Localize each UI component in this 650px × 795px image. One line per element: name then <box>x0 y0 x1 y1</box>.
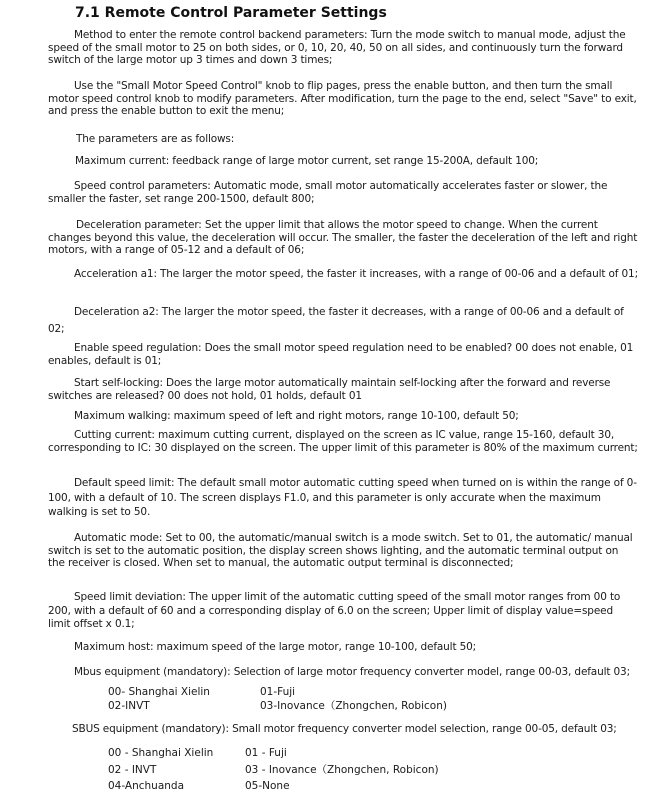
paragraph-mbus <box>48 666 638 679</box>
paragraph-automatic-mode <box>48 532 638 570</box>
paragraph-sbus <box>72 723 642 736</box>
paragraph-speed-control <box>48 180 638 205</box>
paragraph-self-locking <box>48 377 638 402</box>
paragraph-text: reverse switches are released? 00 does not hold, 01 holds, default 01 <box>48 377 611 402</box>
section-title: 7.1 Remote Control Parameter Settings <box>75 5 387 21</box>
list-item: 04-Anchuanda <box>108 780 185 792</box>
paragraph-text: to 200, with a default of 60 and a corresponding display of 6.0 on the screen; Upper limit of display value=speed limit offset x 0.1; <box>48 591 621 630</box>
paragraph-line: Maximum walking: maximum speed of left and right motors, range 10-100, default 50; <box>74 410 519 422</box>
paragraph-line: Deceleration parameter: Set the upper limit that allows the motor speed to change. When the current <box>76 219 598 231</box>
list-item: 01 - Fuji <box>245 747 287 759</box>
paragraph-line: Acceleration a1: The larger the motor speed, the faster it increases, with a range of 00-06 and a <box>74 268 567 280</box>
list-item: 05-None <box>245 780 290 792</box>
list-item: 02-INVT <box>108 700 150 712</box>
paragraph-line: Speed limit deviation: The upper limit of the automatic cutting speed of the small motor ranges from 00 <box>74 591 607 603</box>
paragraph-line: The parameters are as follows: <box>76 133 235 145</box>
paragraph-deceleration-a2 <box>48 304 638 338</box>
paragraph-line: Method to enter the remote control backend parameters: Turn the mode switch to manual mode, <box>74 29 571 41</box>
paragraph-text: of 0-100, with a default of 10. The screen displays F1.0, and this parameter is only accurate when the maximum walking is set to 50. <box>48 477 637 518</box>
paragraph-max-walking <box>48 410 638 423</box>
paragraph-line: Default speed limit: The default small motor automatic cutting speed when turned on is within the range <box>74 477 611 489</box>
list-item: 00 - Shanghai Xielin <box>108 747 214 759</box>
paragraph-text: small motor speed control knob to modify parameters. After modification, turn the page to the end, select "Save" to exit, and press the enable button to exit the menu; <box>48 80 637 117</box>
paragraph-line: Enable speed regulation: Does the small motor speed regulation need to be enabled? 00 does not <box>74 342 576 354</box>
paragraph-speed-limit-deviation <box>48 591 638 632</box>
paragraph-text: default of 02; <box>48 306 624 335</box>
list-item: 01-Fuji <box>260 686 296 698</box>
paragraph-acceleration-a1 <box>48 268 638 281</box>
paragraph-text: enable, 01 enables, default is 01; <box>48 342 634 367</box>
paragraph-line: Start self-locking: Does the large motor automatically maintain self-locking after the forward and <box>74 377 569 389</box>
list-item: 00- Shanghai Xielin <box>108 686 210 698</box>
paragraph-line: Maximum current: feedback range of large motor current, set range 15-200A, default 100; <box>75 155 539 167</box>
paragraph-enter-backend <box>48 29 638 67</box>
list-item: 02 - INVT <box>108 764 157 776</box>
paragraph-line: Automatic mode: Set to 00, the automatic/manual switch is a mode switch. Set to 01, the automatic/ <box>74 532 591 544</box>
paragraph-line: Cutting current: maximum cutting current, displayed on the screen as IC value, range 15-160, default 30, <box>74 429 615 441</box>
paragraph-text: the smaller the faster, set range 200-1500, default 800; <box>48 180 608 205</box>
paragraph-text: corresponding to IC: 30 displayed on the screen. The upper limit of this parameter is 80% of the maximum current; <box>48 441 638 454</box>
paragraph-max-current <box>48 155 638 168</box>
paragraph-text: default of 01; <box>569 268 638 280</box>
paragraph-line: Deceleration a2: The larger the motor speed, the faster it decreases, with a range of 00-06 and a <box>74 306 572 318</box>
paragraph-default-speed-limit <box>48 476 638 520</box>
paragraph-line: Mbus equipment (mandatory): Selection of large motor frequency converter model, range 00-03, default 03; <box>74 666 630 678</box>
paragraph-max-host <box>48 641 638 654</box>
paragraph-deceleration <box>48 219 638 257</box>
paragraph-cutting-current <box>48 429 638 454</box>
paragraph-text: adjust the speed of the small motor to 25 on both sides, or 0, 10, 20, 40, 50 on all sides, and continuously turn the forward switch of the large motor up 3 times and down 3 times; <box>48 29 626 66</box>
list-item: 03 - Inovance（Zhongchen, Robicon) <box>245 764 439 776</box>
paragraph-text: manual switch is set to the automatic position, the display screen shows lighting, and the automatic terminal output on the receiver is closed. When set to manual, the automatic output terminal is disconnected; <box>48 532 633 569</box>
list-item: 03-Inovance（Zhongchen, Robicon) <box>260 700 447 712</box>
paragraph-line: Speed control parameters: Automatic mode, small motor automatically accelerates faster or slower, <box>74 180 588 192</box>
paragraph-line: SBUS equipment (mandatory): Small motor frequency converter model selection, range 00-05, default 03; <box>72 723 617 735</box>
paragraph-line: Use the "Small Motor Speed Control" knob to flip pages, press the enable button, and then turn the <box>74 80 582 92</box>
paragraph-flip-pages <box>48 80 638 118</box>
paragraph-text: changes beyond this value, the deceleration will occur. The smaller, the faster the deceleration of the left and right motors, with a range of 05-12 and a default of 06; <box>48 231 638 256</box>
paragraph-enable-speed <box>48 342 638 367</box>
paragraph-line: Maximum host: maximum speed of the large motor, range 10-100, default 50; <box>74 641 477 653</box>
paragraph-intro <box>48 133 638 146</box>
